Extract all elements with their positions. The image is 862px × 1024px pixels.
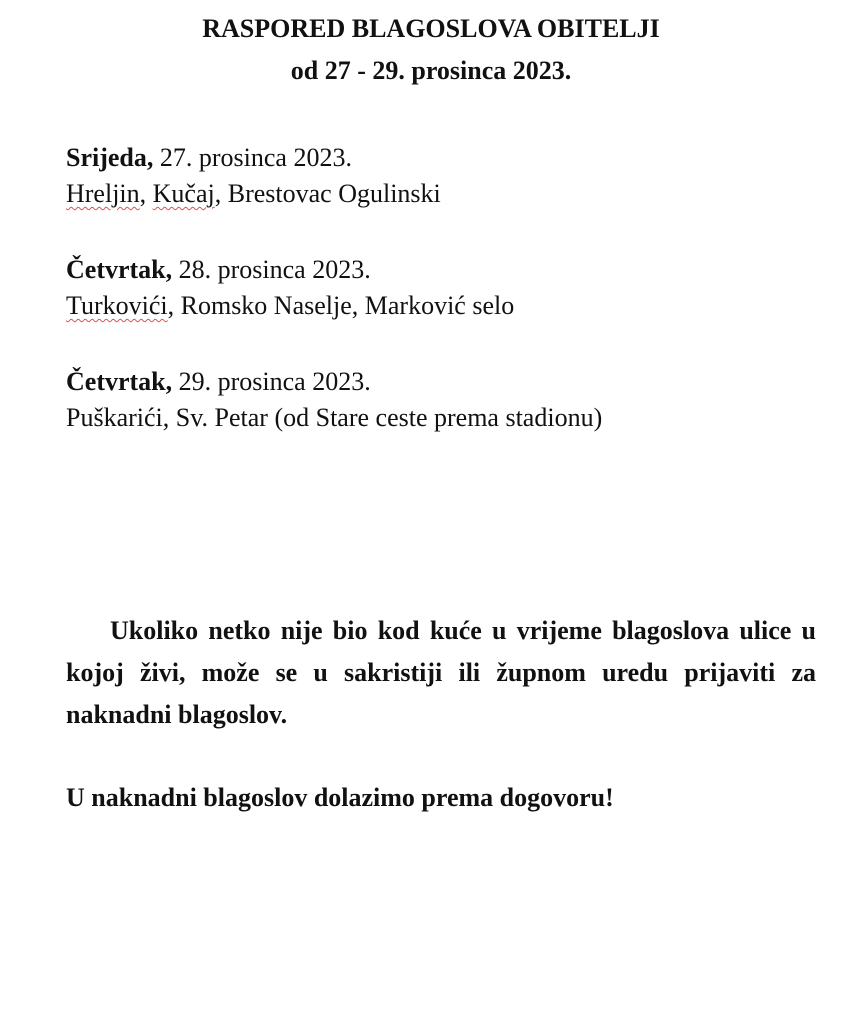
- places-rest: , Romsko Naselje, Marković selo: [167, 291, 515, 320]
- places-line: Puškarići, Sv. Petar (od Stare ceste prema stadionu): [66, 403, 603, 432]
- place-kucaj: Kučaj: [152, 179, 215, 208]
- closing-note: U naknadni blagoslov dolazimo prema dogovoru!: [66, 783, 614, 812]
- weekday-label: Četvrtak,: [66, 367, 173, 396]
- schedule-day-2: [66, 252, 514, 324]
- notice-text: Ukoliko netko nije bio kod kuće u vrijeme blagoslova ulice u kojoj živi, može se u sakristiji ili župnom uredu prijaviti za naknadni blagoslov.: [66, 616, 816, 729]
- notice-paragraph: [66, 610, 816, 736]
- day-heading: [66, 140, 441, 176]
- date-text: 28. prosinca 2023.: [172, 255, 371, 284]
- weekday-label: Četvrtak,: [66, 255, 173, 284]
- day-heading: [66, 252, 514, 288]
- schedule-day-3: [66, 364, 602, 436]
- places-line: [66, 176, 441, 212]
- schedule-day-1: [66, 140, 441, 212]
- document-subtitle: od 27 - 29. prosinca 2023.: [290, 56, 572, 85]
- place-hreljin: Hreljin: [66, 179, 140, 208]
- places-line: [66, 288, 514, 324]
- document-title: RASPORED BLAGOSLOVA OBITELJI: [202, 14, 660, 43]
- place-turkovici: Turkovići: [66, 291, 168, 320]
- weekday-label: Srijeda,: [66, 143, 154, 172]
- date-text: 29. prosinca 2023.: [172, 367, 371, 396]
- day-heading: [66, 364, 602, 400]
- place-separator: ,: [139, 179, 153, 208]
- places-rest: , Brestovac Ogulinski: [214, 179, 441, 208]
- date-text: 27. prosinca 2023.: [153, 143, 352, 172]
